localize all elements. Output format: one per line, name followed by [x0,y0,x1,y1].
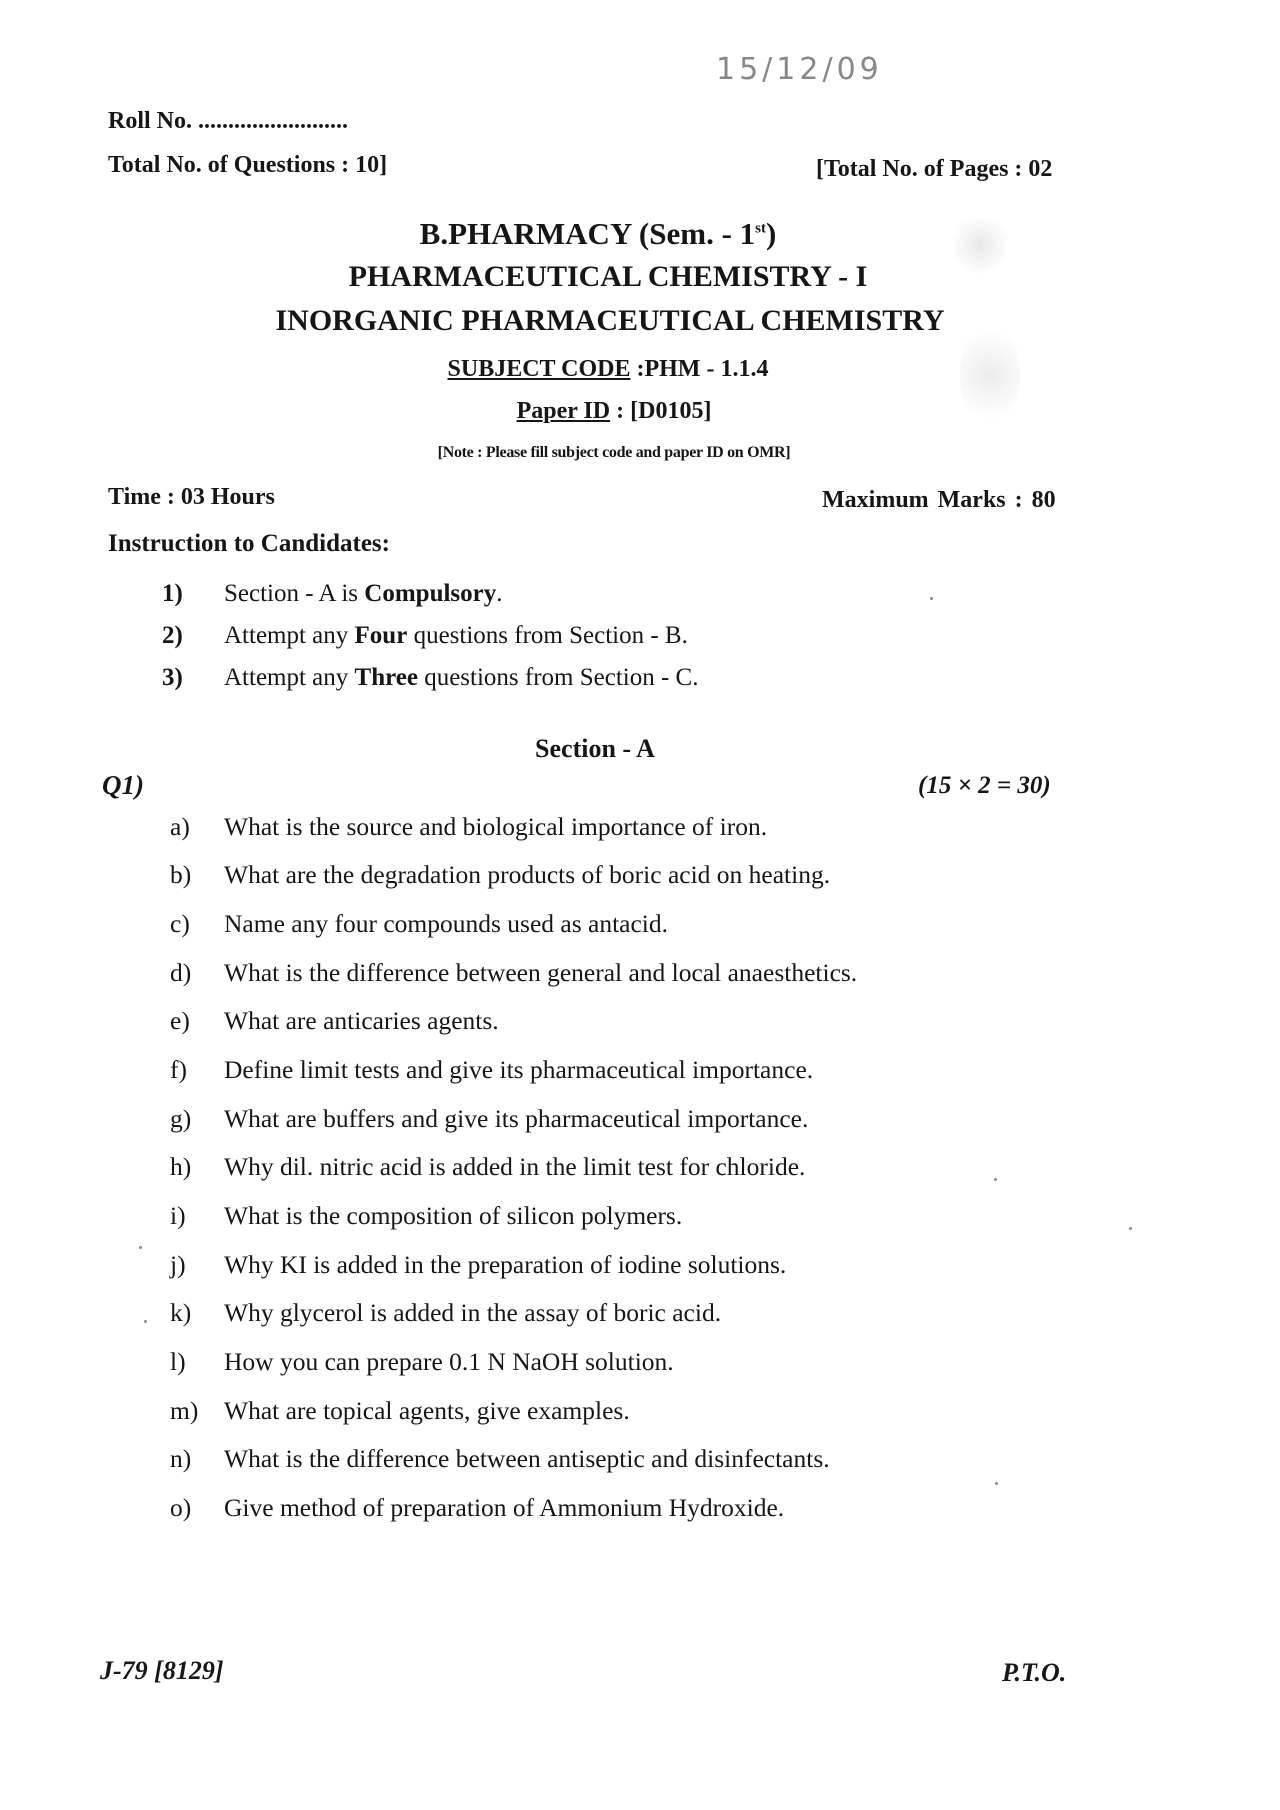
scan-noise [960,320,1020,430]
question-label: o) [170,1493,192,1522]
question-label: n) [170,1444,192,1473]
question-item [170,1250,786,1280]
instruction-text-end: questions from Section - B. [407,622,688,649]
instructions-heading: Instruction to Candidates: [108,530,390,557]
question-item [170,1152,805,1182]
question-item [170,860,830,890]
question-label: g) [170,1104,192,1133]
paper-id-label: Paper ID [516,398,611,424]
roll-no: Roll No. ......................... [108,108,348,134]
question-item [170,1396,630,1426]
question-label: l) [170,1347,186,1376]
scan-noise [950,215,1010,275]
question-text: Why KI is added in the preparation of iodine solutions. [224,1250,787,1279]
question-text: Give method of preparation of Ammonium Hydroxide. [224,1493,785,1522]
instruction-text-end: questions from Section - C. [417,664,699,691]
question-text: Define limit tests and give its pharmaceutical importance. [224,1055,814,1084]
program-close: ) [766,216,777,251]
question-label: e) [170,1006,190,1035]
question-marks: (15 × 2 = 30) [918,772,1051,799]
question-text: How you can prepare 0.1 N NaOH solution. [224,1347,674,1376]
question-item [170,812,767,842]
question-item [170,1006,499,1036]
subject-code-value: :PHM - 1.1.4 [630,356,769,382]
question-item [170,1201,682,1231]
instruction-number: 3) [162,664,183,691]
instruction-item [162,664,698,692]
question-item [170,1347,674,1377]
scan-speck [139,1246,142,1249]
question-text: What is the difference between general and local anaesthetics. [224,958,858,987]
instruction-emphasis: Compulsory [364,580,497,607]
question-text: What is the composition of silicon polymers. [224,1201,683,1230]
instruction-emphasis: Four [354,622,408,649]
question-label: a) [170,812,190,841]
section-a-heading: Section - A [535,734,655,763]
instruction-text: Attempt any [224,622,355,649]
question-label: c) [170,909,190,938]
scan-speck [144,1320,147,1323]
paper-code: J-79 [8129] [100,1656,224,1685]
scan-speck [994,1178,997,1181]
question-item [170,958,857,988]
scan-speck [930,597,933,600]
total-pages: [Total No. of Pages : 02 [816,156,1053,182]
question-item [170,909,668,939]
subject-title-1: PHARMACEUTICAL CHEMISTRY - I [348,260,868,293]
omr-note: [Note : Please fill subject code and paper ID on OMR] [437,444,791,461]
question-label: j) [170,1250,186,1279]
scan-speck [995,1482,998,1485]
question-text: What are buffers and give its pharmaceutical importance. [224,1104,809,1133]
question-label: h) [170,1152,192,1181]
instruction-text: Attempt any [224,664,355,691]
question-text: What are anticaries agents. [224,1006,499,1035]
total-questions: Total No. of Questions : 10] [108,152,388,178]
program-superscript: st [755,220,766,237]
question-item [170,1298,721,1328]
paper-id-value: : [D0105] [610,398,712,424]
subject-code [10,356,1206,383]
instruction-number: 1) [162,580,183,607]
program-title [0,216,1196,252]
maximum-marks: Maximum Marks : 80 [822,487,1056,513]
handwritten-date-mark: 15/12/09 [716,52,883,87]
question-label: i) [170,1201,186,1230]
question-label: f) [170,1055,187,1084]
instruction-text: Section - A is [224,580,365,607]
subject-title-2: INORGANIC PHARMACEUTICAL CHEMISTRY [275,304,945,337]
instruction-number: 2) [162,622,183,649]
instruction-text-end: . [496,580,503,607]
page-turn-over: P.T.O. [1002,1658,1067,1687]
question-text: What is the source and biological importance of iron. [224,812,768,841]
question-text: What are the degradation products of boric acid on heating. [224,860,831,889]
question-text: What is the difference between antiseptic and disinfectants. [224,1444,830,1473]
question-item [170,1104,808,1134]
question-label: m) [170,1396,199,1425]
instruction-item [162,622,688,650]
question-item [170,1444,830,1474]
paper-id [16,398,1212,425]
scan-speck [1129,1227,1132,1230]
question-label: b) [170,860,192,889]
program-name: B.PHARMACY (Sem. - 1 [419,216,756,251]
instruction-emphasis: Three [354,664,418,691]
time-allowed: Time : 03 Hours [108,484,275,510]
instruction-item [162,580,503,608]
question-text: Why glycerol is added in the assay of boric acid. [224,1298,722,1327]
question-item [170,1055,813,1085]
question-label: k) [170,1298,192,1327]
question-text: What are topical agents, give examples. [224,1396,630,1425]
question-item [170,1493,784,1523]
question-text: Name any four compounds used as antacid. [224,909,668,938]
question-label: d) [170,958,192,987]
question-text: Why dil. nitric acid is added in the limit test for chloride. [224,1152,806,1181]
subject-code-label: SUBJECT CODE [447,356,631,382]
question-number: Q1) [102,770,144,800]
